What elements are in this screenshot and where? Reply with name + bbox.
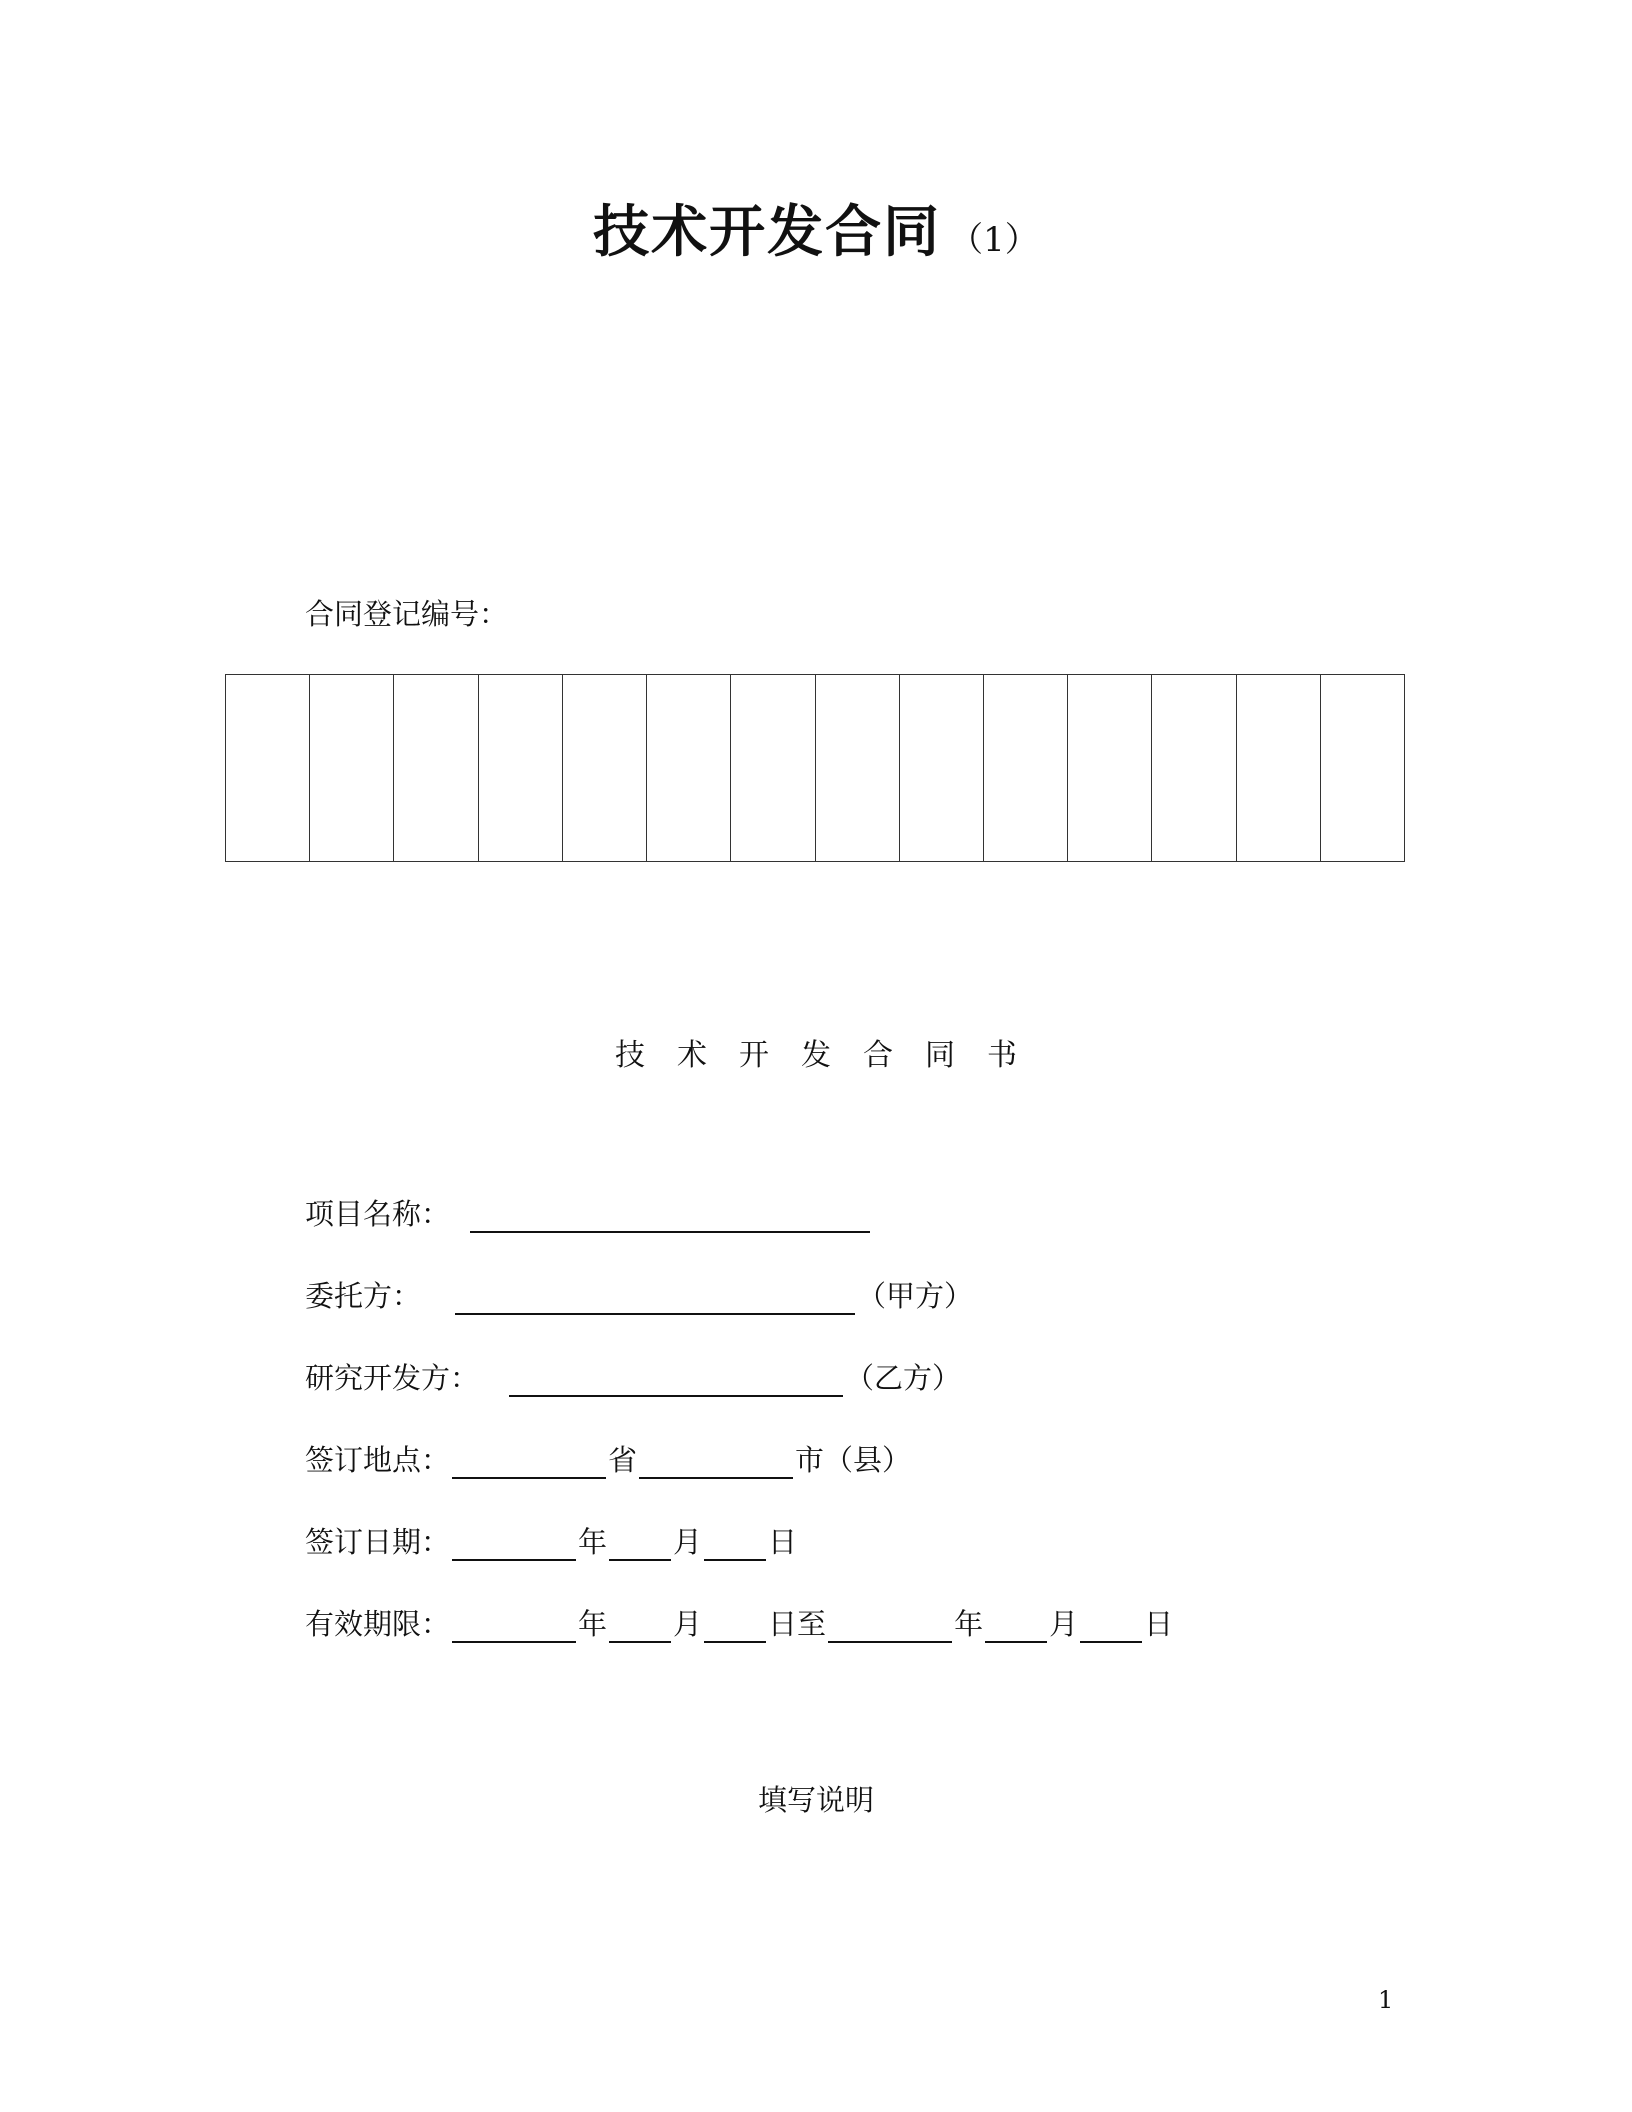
registration-box[interactable] (1321, 675, 1404, 861)
registration-box[interactable] (816, 675, 900, 861)
contract-subtitle: 技术开发合同书 (615, 1038, 1049, 1073)
sign-year-blank[interactable] (452, 1529, 576, 1561)
sign-month-blank[interactable] (609, 1529, 671, 1561)
document-title (0, 188, 1632, 268)
start-month-unit: 月 (673, 1607, 703, 1641)
notes-title: 填写说明 (757, 1783, 874, 1817)
sign-month-unit: 月 (673, 1525, 703, 1559)
registration-box[interactable] (563, 675, 647, 861)
validity-label: 有效期限： (305, 1607, 451, 1641)
sign-date-label: 签订日期： (305, 1525, 451, 1559)
end-month-unit: 月 (1049, 1607, 1079, 1641)
registration-box[interactable] (310, 675, 394, 861)
field-client (305, 1274, 973, 1315)
title-main: 技术开发合同 (593, 200, 942, 265)
developer-suffix: （乙方） (845, 1361, 962, 1395)
project-name-blank[interactable] (470, 1201, 870, 1233)
sign-place-label: 签订地点： (305, 1443, 451, 1477)
client-suffix: （甲方） (857, 1279, 974, 1313)
page-number: 1 (1378, 1986, 1394, 2014)
registration-box[interactable] (1068, 675, 1152, 861)
client-blank[interactable] (455, 1283, 855, 1315)
developer-blank[interactable] (509, 1365, 843, 1397)
end-day-blank[interactable] (1080, 1611, 1142, 1643)
registration-box[interactable] (647, 675, 731, 861)
registration-box[interactable] (479, 675, 563, 861)
field-sign-date (305, 1520, 797, 1561)
sign-day-blank[interactable] (704, 1529, 766, 1561)
registration-label: 合同登记编号： (305, 597, 509, 631)
sign-day-unit: 日 (768, 1525, 798, 1559)
end-year-blank[interactable] (828, 1611, 952, 1643)
field-sign-place (305, 1438, 911, 1479)
registration-number-grid (225, 674, 1405, 862)
field-validity (305, 1602, 1173, 1643)
registration-box[interactable] (1152, 675, 1236, 861)
city-blank[interactable] (639, 1447, 793, 1479)
developer-label: 研究开发方： (305, 1361, 480, 1395)
registration-box[interactable] (731, 675, 815, 861)
registration-box[interactable] (1237, 675, 1321, 861)
field-project-name (305, 1192, 872, 1233)
registration-box[interactable] (394, 675, 478, 861)
city-unit: 市（县） (795, 1443, 912, 1477)
project-name-label: 项目名称： (305, 1197, 451, 1231)
registration-box[interactable] (984, 675, 1068, 861)
start-day-blank[interactable] (704, 1611, 766, 1643)
province-blank[interactable] (452, 1447, 606, 1479)
registration-box[interactable] (226, 675, 310, 861)
end-year-unit: 年 (954, 1607, 984, 1641)
title-suffix: （1） (949, 220, 1039, 260)
start-day-unit: 日至 (768, 1607, 827, 1641)
field-developer (305, 1356, 961, 1397)
client-label: 委托方： (305, 1279, 422, 1313)
start-year-blank[interactable] (452, 1611, 576, 1643)
end-month-blank[interactable] (985, 1611, 1047, 1643)
registration-box[interactable] (900, 675, 984, 861)
start-month-blank[interactable] (609, 1611, 671, 1643)
start-year-unit: 年 (578, 1607, 608, 1641)
end-day-unit: 日 (1144, 1607, 1174, 1641)
sign-year-unit: 年 (578, 1525, 608, 1559)
province-unit: 省 (608, 1443, 638, 1477)
